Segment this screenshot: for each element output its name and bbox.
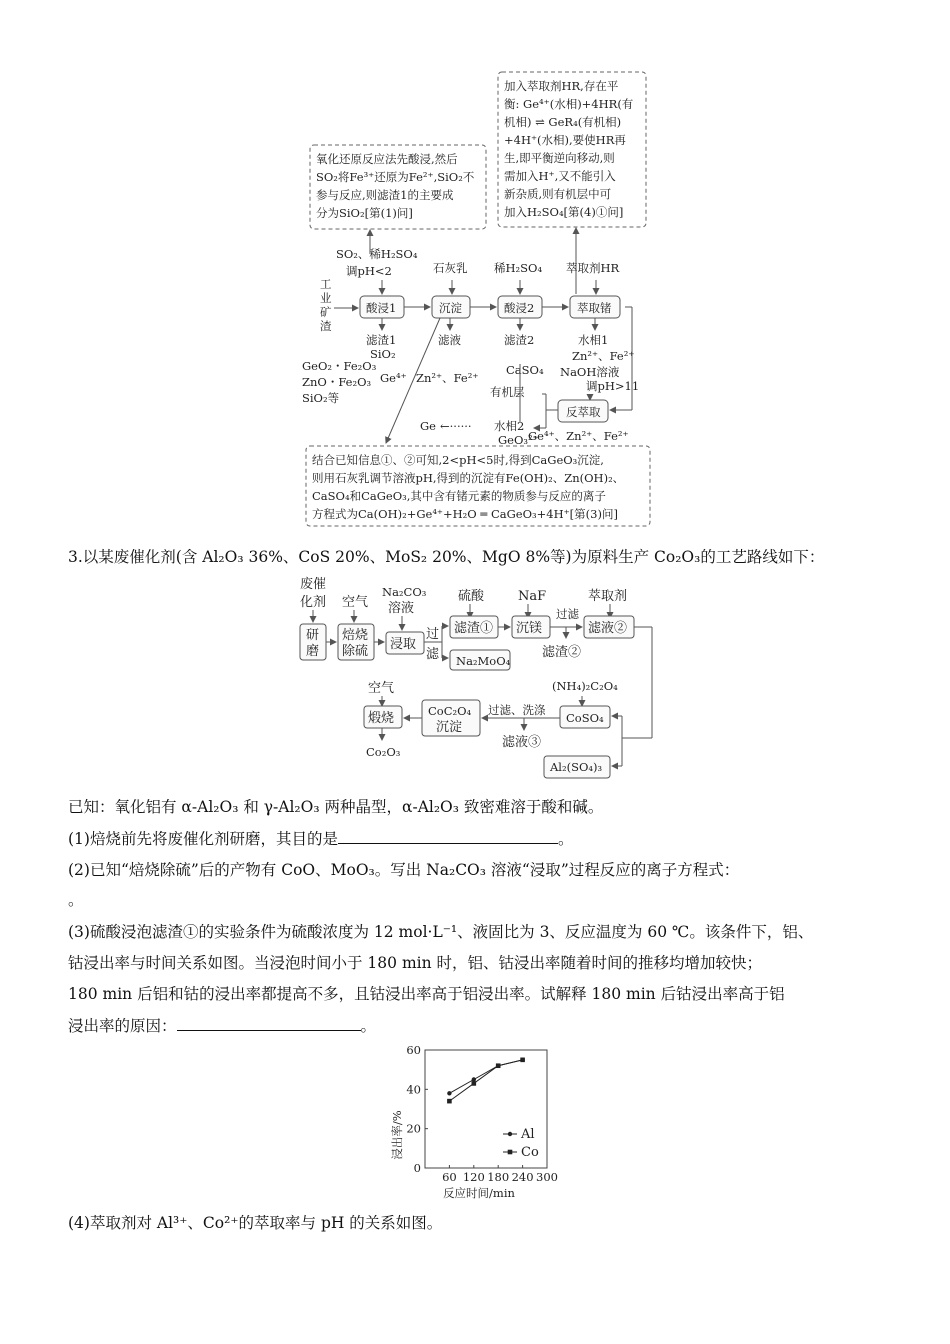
sub-question-2: (2)已知“焙烧除硫”后的产物有 CoO、MoO₃。写出 Na₂CO₃ 溶液“浸取”过程反应的离子方程式： — [68, 861, 740, 879]
catalyst-label: 化剂 — [300, 595, 327, 610]
aqueous-phase-2: 水相2 — [494, 419, 525, 433]
ions-ge: Ge⁴⁺ — [380, 371, 407, 385]
x-tick-label: 240 — [511, 1170, 534, 1184]
point-co — [447, 1099, 452, 1104]
sub-question-3-line: (3)硫酸浸泡滤渣①的实验条件为硫酸浓度为 12 mol·L⁻¹、液固比为 3、反应温度为 60 ℃。该条件下，铝、 — [68, 923, 814, 941]
series-line-co — [449, 1060, 522, 1101]
residue-2-comp: CaSO₄ — [506, 363, 544, 377]
node-roast-label: 焙烧 — [342, 628, 369, 643]
adjust-ph: 调pH>11 — [586, 379, 640, 393]
point-co — [520, 1058, 525, 1063]
wash-label: 过滤、洗涤 — [488, 703, 546, 717]
sub-question-4: (4)萃取剂对 Al³⁺、Co²⁺的萃取率与 pH 的关系如图。 — [68, 1214, 443, 1232]
legend-marker — [508, 1132, 512, 1136]
point-co — [496, 1063, 501, 1068]
reagent-hr: 萃取剂HR — [566, 261, 620, 275]
box-tl-line: 分为SiO₂[第(1)问] — [316, 206, 413, 220]
point-al — [472, 1077, 476, 1081]
germanium-flowchart — [290, 68, 660, 530]
x-tick-label: 60 — [442, 1170, 457, 1184]
point-co — [472, 1081, 477, 1086]
y-tick-label: 60 — [406, 1043, 421, 1057]
filtrate: 滤液 — [438, 333, 461, 347]
node-al2so43-label: Al₂(SO₄)₃ — [550, 760, 603, 774]
sub-question-3-line: 钴浸出率与时间关系如图。当浸泡时间小于 180 min 时，铝、钴浸出率随着时间的推移均增加较快； — [68, 954, 763, 972]
series-line-al — [449, 1060, 522, 1093]
air-2: 空气 — [368, 681, 395, 696]
box-tl-line: 氧化还原反应法先酸浸,然后 — [316, 152, 458, 166]
x-tick-label: 120 — [462, 1170, 485, 1184]
node-grind-label: 研 — [306, 628, 320, 643]
y-tick-label: 0 — [413, 1161, 421, 1175]
raw-component: GeO₂・Fe₂O₃ — [302, 359, 377, 373]
box-tr-line: 衡: Ge⁴⁺(水相)+4HR(有 — [504, 97, 634, 111]
cobalt-flowchart — [270, 572, 670, 782]
leaching-rate-chart — [385, 1040, 565, 1200]
x-axis-label: 反应时间/min — [443, 1186, 515, 1200]
co2o3-product: Co₂O₃ — [366, 745, 401, 759]
node-coc2o4-label: CoC₂O₄ — [428, 704, 472, 718]
y-axis-label: 浸出率/% — [390, 1110, 404, 1160]
h2so4-label: 硫酸 — [458, 589, 485, 604]
node-coc2o4-label2: 沉淀 — [436, 720, 463, 735]
question-3-intro: 3.以某废催化剂(含 Al₂O₃ 36%、CoS 20%、MoS₂ 20%、MgO 8%等)为原料生产 Co₂O₃的工艺路线如下： — [68, 548, 825, 566]
legend-label-al: Al — [521, 1127, 535, 1142]
node-mg-label: 沉镁 — [516, 621, 543, 636]
aqueous-phase-1: 水相1 — [578, 333, 609, 347]
filter-label-a: 过 — [426, 627, 440, 642]
residue-2: 滤渣2 — [504, 333, 535, 347]
catalyst-label: 废催 — [300, 577, 327, 592]
organic-layer: 有机层 — [490, 385, 525, 399]
ellipsis-arrow: ←······ — [440, 419, 472, 433]
chart-plot — [406, 1043, 558, 1184]
extractant-label: 萃取剂 — [588, 589, 628, 604]
reagent-ph: 调pH<2 — [346, 264, 392, 278]
box-tr-line: 生,即平衡逆向移动,则 — [504, 151, 615, 165]
sub-question-1-end: 。 — [557, 830, 574, 848]
box-tr-line: 机相) ⇌ GeR₄(有机相) — [504, 115, 622, 129]
node-acid-leach-1-label: 酸浸1 — [366, 301, 397, 315]
legend-marker — [508, 1150, 513, 1155]
residue-1: 滤渣1 — [366, 333, 397, 347]
aqueous-phase-1-ions: Zn²⁺、Fe²⁺ — [572, 349, 635, 363]
sub-question-2-end: 。 — [68, 891, 84, 909]
node-na2moo4-label: Na₂MoO₄ — [456, 654, 511, 668]
reagent-lime: 石灰乳 — [433, 261, 468, 275]
node-roast-label: 除硫 — [342, 644, 369, 659]
filter-label-b: 滤 — [426, 647, 440, 662]
legend-label-co: Co — [521, 1145, 539, 1160]
x-tick-label: 180 — [487, 1170, 510, 1184]
filtrate-3: 滤液③ — [502, 735, 542, 750]
sub-question-3-line — [68, 1014, 376, 1037]
box-tr-line: 加入H₂SO₄[第(4)①问] — [504, 205, 624, 219]
box-bottom-line: 结合已知信息①、②可知,2<pH<5时,得到CaGeO₃沉淀, — [312, 453, 604, 467]
germanium: Ge — [420, 419, 436, 433]
node-filtrate-2-label: 滤液② — [588, 621, 628, 636]
raw-label: 工 — [320, 277, 332, 291]
raw-label: 矿 — [320, 305, 332, 319]
nh4-c2o4: (NH₄)₂C₂O₄ — [552, 679, 618, 693]
node-extract-ge-label: 萃取锗 — [577, 301, 612, 315]
box-bottom-line: 则用石灰乳调节溶液pH,得到的沉淀有Fe(OH)₂、Zn(OH)₂、 — [312, 471, 625, 485]
y-tick-label: 40 — [406, 1082, 421, 1097]
ions-zn-fe: Zn²⁺、Fe²⁺ — [416, 371, 479, 385]
reagent-so2: SO₂、稀H₂SO₄ — [336, 247, 418, 261]
annotation-box-extraction — [498, 72, 646, 227]
reagent-h2so4: 稀H₂SO₄ — [494, 261, 543, 275]
node-back-extract-label: 反萃取 — [566, 405, 601, 419]
node-precipitate-label: 沉淀 — [439, 301, 462, 315]
node-acid-leach-2-label: 酸浸2 — [504, 301, 535, 315]
node-coso4-label: CoSO₄ — [566, 711, 604, 725]
box-tl-line: SO₂将Fe³⁺还原为Fe²⁺,SiO₂不 — [316, 170, 475, 184]
box-tl-line: 参与反应,则滤渣1的主要成 — [316, 188, 454, 202]
sub-question-3-end: 。 — [360, 1017, 377, 1035]
box-tr-line: 需加入H⁺,又不能引入 — [504, 169, 616, 183]
sub-question-3-line: 180 min 后铝和钴的浸出率都提高不多，且钴浸出率高于铝浸出率。试解释 180 min 后钴浸出率高于铝 — [68, 985, 785, 1003]
naf-label: NaF — [518, 589, 547, 604]
raw-component: SiO₂等 — [302, 391, 340, 405]
ions-bottom: Ge⁴⁺、Zn²⁺、Fe²⁺ — [528, 429, 629, 443]
point-al — [447, 1091, 451, 1095]
known-info: 已知：氧化铝有 α-Al₂O₃ 和 γ-Al₂O₃ 两种晶型，α-Al₂O₃ 致密难溶于酸和碱。 — [68, 798, 604, 816]
air-1: 空气 — [342, 595, 369, 610]
raw-component: ZnO・Fe₂O₃ — [302, 375, 372, 389]
raw-label: 业 — [320, 291, 332, 305]
answer-blank-1[interactable] — [338, 827, 558, 844]
sub-question-1 — [68, 827, 573, 850]
geo3-ion: GeO₃²⁻ — [498, 433, 539, 447]
node-leach-label: 浸取 — [390, 637, 417, 652]
box-bottom-line: 方程式为Ca(OH)₂+Ge⁴⁺+H₂O ═ CaGeO₃+4H⁺[第(3)问] — [312, 507, 618, 521]
filter-label: 过滤 — [556, 607, 579, 621]
y-tick-label: 20 — [406, 1121, 421, 1136]
answer-blank-3[interactable] — [177, 1014, 361, 1031]
box-tr-line: 新杂质,则有机层中可 — [504, 187, 612, 201]
x-tick-label: 300 — [536, 1170, 558, 1184]
sub-question-1-text: (1)焙烧前先将废催化剂研磨，其目的是 — [68, 830, 338, 848]
sub-question-3-prompt: 浸出率的原因： — [68, 1017, 177, 1035]
box-tr-line: 加入萃取剂HR,存在平 — [504, 79, 619, 93]
residue-1-comp: SiO₂ — [370, 347, 396, 361]
box-bottom-line: CaSO₄和CaGeO₃,其中含有锗元素的物质参与反应的离子 — [312, 489, 606, 503]
residue-2: 滤渣② — [542, 645, 582, 660]
node-residue-1-label: 滤渣① — [454, 621, 494, 636]
na2co3-sol-label: 溶液 — [388, 601, 415, 616]
raw-label: 渣 — [320, 319, 332, 333]
na2co3-label: Na₂CO₃ — [382, 585, 427, 599]
box-tr-line: +4H⁺(水相),要使HR再 — [504, 133, 626, 147]
node-grind-label: 磨 — [306, 644, 320, 659]
naoh: NaOH溶液 — [560, 365, 620, 379]
node-calcine-label: 煅烧 — [368, 711, 395, 726]
